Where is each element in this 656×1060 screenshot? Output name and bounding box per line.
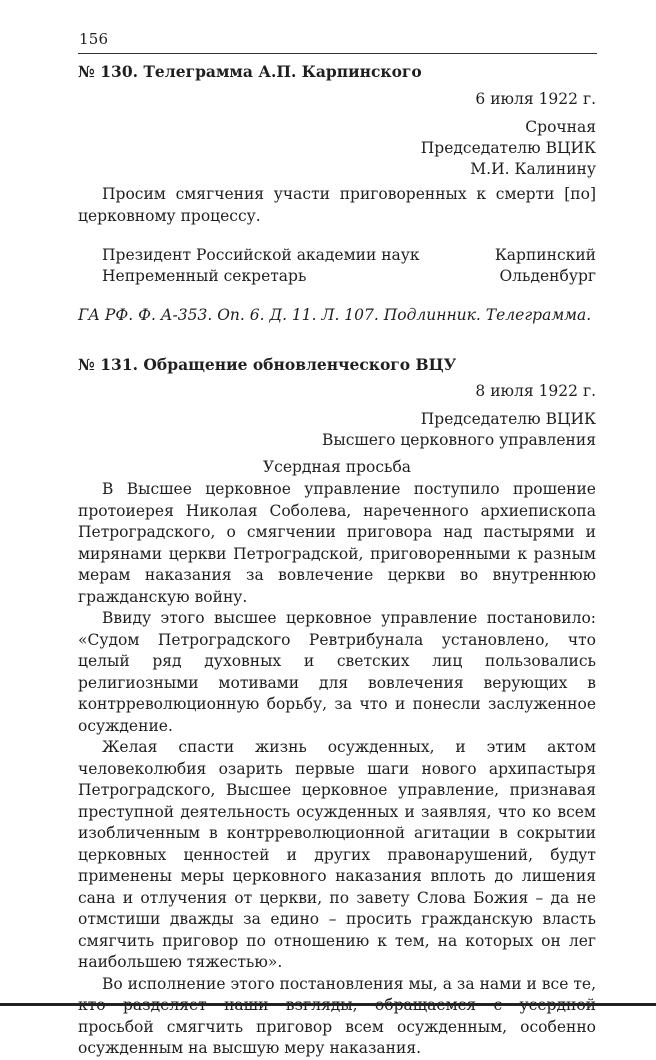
doc-130-date: 6 июля 1922 г. [475, 90, 596, 108]
doc-130-addressee [78, 117, 596, 180]
header-rule [78, 53, 597, 54]
doc-130-addressee-title: Председателю ВЦИК [420, 139, 596, 157]
doc-130-urgency: Срочная [525, 118, 596, 136]
body-paragraph: Ввиду этого высшее церковное управление постановило: «Судом Петроградского Ревтрибунала установлено, что целый ряд духовных и светских лиц пользовались религиозными мотивами для вовлечения верующих в контрреволюционную борьбу, за что и понесли заслуженное осуждение. [78, 609, 596, 735]
doc-131-subtitle: Усердная просьба [262, 458, 412, 476]
signature-row [78, 245, 596, 266]
signature-row [78, 266, 596, 287]
body-paragraph: В Высшее церковное управление поступило прошение протоиерея Николая Соболева, нареченного архиепископа Петроградского, о смягчении приговора над пастырями и мирянами церкви Петроградской, приговоренными к разным мерам наказания за вовлечение церкви во внутреннюю гражданскую войну. [78, 480, 596, 606]
signature-name: Ольденбург [499, 266, 596, 285]
doc-131-addressee-line: Председателю ВЦИК [420, 410, 596, 428]
doc-130-addressee-name: М.И. Калинину [470, 160, 596, 178]
doc-131-title: № 131. Обращение обновленческого ВЦУ [78, 355, 457, 374]
signature-name: Карпинский [494, 246, 596, 264]
body-paragraph: Желая спасти жизнь осужденных, и этим актом человеколюбия озарить первые шаги нового архипастыря Петроградского, Высшее церковное управление, признавая преступной деятельность осужденных и заявляя, что ко всем изобличенным в контрреволюционной агитации в сокрытии церковных ценностей и других правонарушений, будут применены меры церковного наказания вплоть до лишения сана и отлучения от церкви, по завету Слова Божия – да не отмстиши дважды за едино – просить гражданскую власть смягчить приговор по отношению к тем, на которых он лег наибольшею тяжестью». [78, 738, 596, 971]
doc-130-archive-source: ГА РФ. Ф. А-353. Оп. 6. Д. 11. Л. 107. Подлинник. Телеграмма. [78, 306, 592, 324]
doc-131-date: 8 июля 1922 г. [475, 382, 596, 400]
doc-131-addressee [78, 409, 596, 451]
doc-130-signatures [78, 245, 596, 286]
doc-131-body [78, 479, 596, 1060]
page-number: 156 [79, 30, 109, 48]
doc-130-title: № 130. Телеграмма А.П. Карпинского [78, 62, 422, 81]
signature-role: Непременный секретарь [102, 266, 307, 285]
doc-130-body: Просим смягчения участи приговоренных к смерти [по] церковному процессу. [78, 185, 596, 225]
body-paragraph: Во исполнение этого постановления мы, а за нами и все те, просьбой смягчить приговор всем осужденным, особенно осужденным на высшую меру наказания. [78, 974, 596, 1057]
doc-131-addressee-line: Высшего церковного управления [321, 431, 596, 449]
signature-role: Президент Российской академии наук [102, 246, 420, 264]
